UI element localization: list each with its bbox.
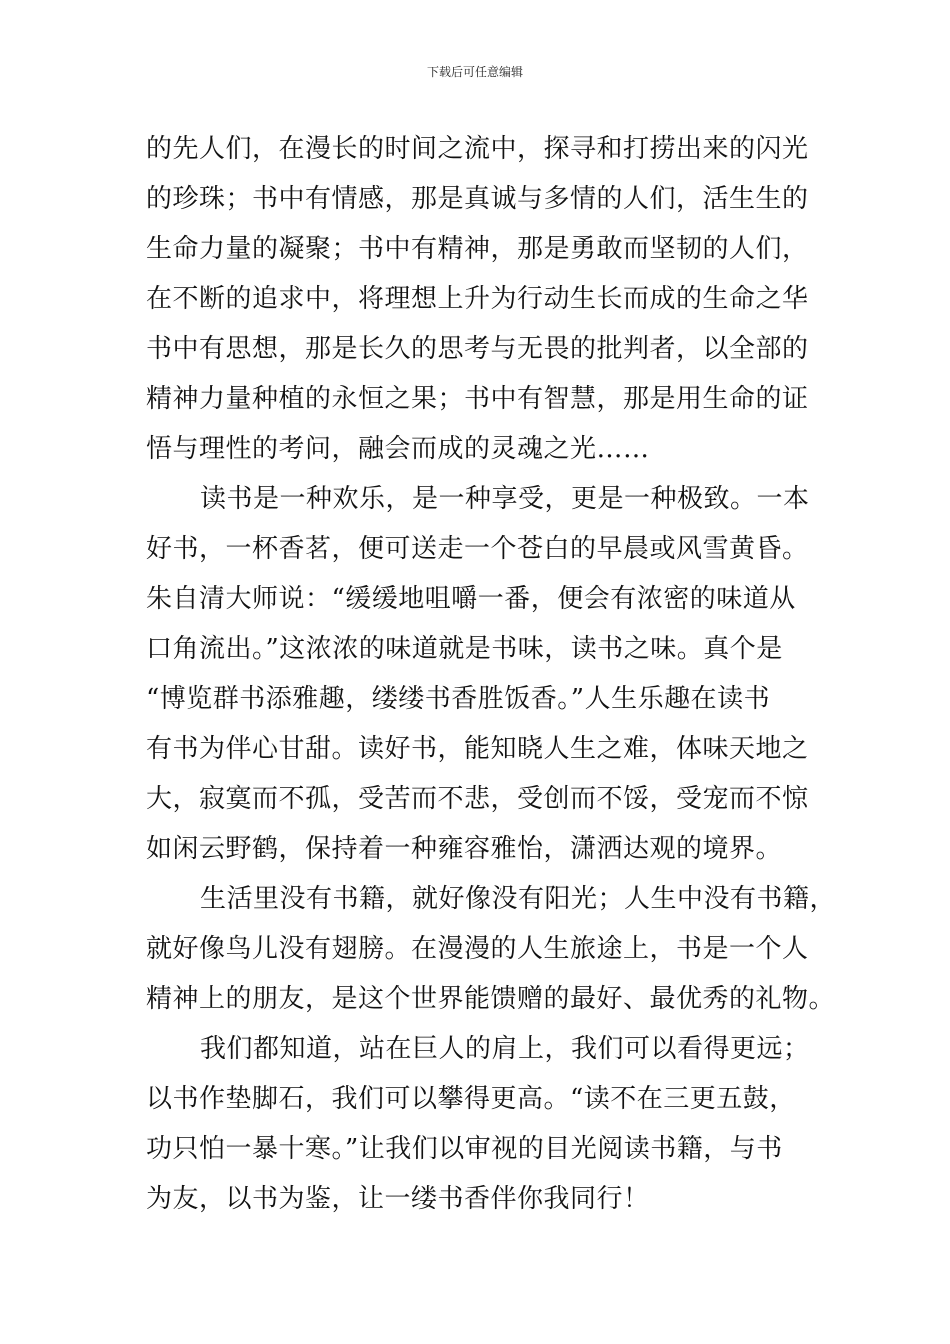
text-line: 口角流出。”这浓浓的味道就是书味，读书之味。真个是 <box>146 634 783 664</box>
paragraph-2 <box>146 474 826 874</box>
text-line-indented: 生活里没有书籍，就好像没有阳光；人生中没有书籍， <box>200 884 837 914</box>
text-line: 的珍珠；书中有情感，那是真诚与多情的人们，活生生的 <box>146 184 809 214</box>
document-body <box>146 124 837 1224</box>
text-line: 大，寂寞而不孤，受苦而不悲，受创而不馁，受宠而不惊 <box>146 784 809 814</box>
text-line: 生命力量的凝聚；书中有精神，那是勇敢而坚韧的人们， <box>146 234 809 264</box>
text-line: 为友，以书为鉴，让一缕书香伴你我同行！ <box>146 1184 650 1214</box>
text-line: 功只怕一暴十寒。”让我们以审视的目光阅读书籍，与书 <box>146 1134 783 1164</box>
paragraph-1 <box>146 124 826 474</box>
text-line: 的先人们，在漫长的时间之流中，探寻和打捞出来的闪光 <box>146 134 809 164</box>
text-line: 有书为伴心甘甜。读好书，能知晓人生之难，体味天地之 <box>146 734 809 764</box>
text-line-indented: 我们都知道，站在巨人的肩上，我们可以看得更远； <box>200 1034 810 1064</box>
text-line: 以书作垫脚石，我们可以攀得更高。“读不在三更五鼓， <box>146 1084 796 1114</box>
text-line: “博览群书添雅趣，缕缕书香胜饭香。”人生乐趣在读书 <box>146 684 771 714</box>
text-line-indented: 读书是一种欢乐，是一种享受，更是一种极致。一本 <box>200 484 810 514</box>
text-line: 就好像鸟儿没有翅膀。在漫漫的人生旅途上，书是一个人 <box>146 934 809 964</box>
text-line: 好书，一杯香茗，便可送走一个苍白的早晨或风雪黄昏。 <box>146 534 809 564</box>
text-line: 朱自清大师说：“缓缓地咀嚼一番，便会有浓密的味道从 <box>146 584 796 614</box>
page-header: 下载后可任意编辑 <box>426 65 523 79</box>
text-line: 精神力量种植的永恒之果；书中有智慧，那是用生命的证 <box>146 384 809 414</box>
text-line: 在不断的追求中，将理想上升为行动生长而成的生命之华 <box>146 284 809 314</box>
text-line: 悟与理性的考问，融会而成的灵魂之光…… <box>146 434 650 464</box>
paragraph-3 <box>146 874 837 1024</box>
text-line: 精神上的朋友，是这个世界能馈赠的最好、最优秀的礼物。 <box>146 984 836 1014</box>
text-line: 如闲云野鹤，保持着一种雍容雅怡，潇洒达观的境界。 <box>146 834 783 864</box>
paragraph-4 <box>146 1024 826 1224</box>
text-line: 书中有思想，那是长久的思考与无畏的批判者，以全部的 <box>146 334 809 364</box>
